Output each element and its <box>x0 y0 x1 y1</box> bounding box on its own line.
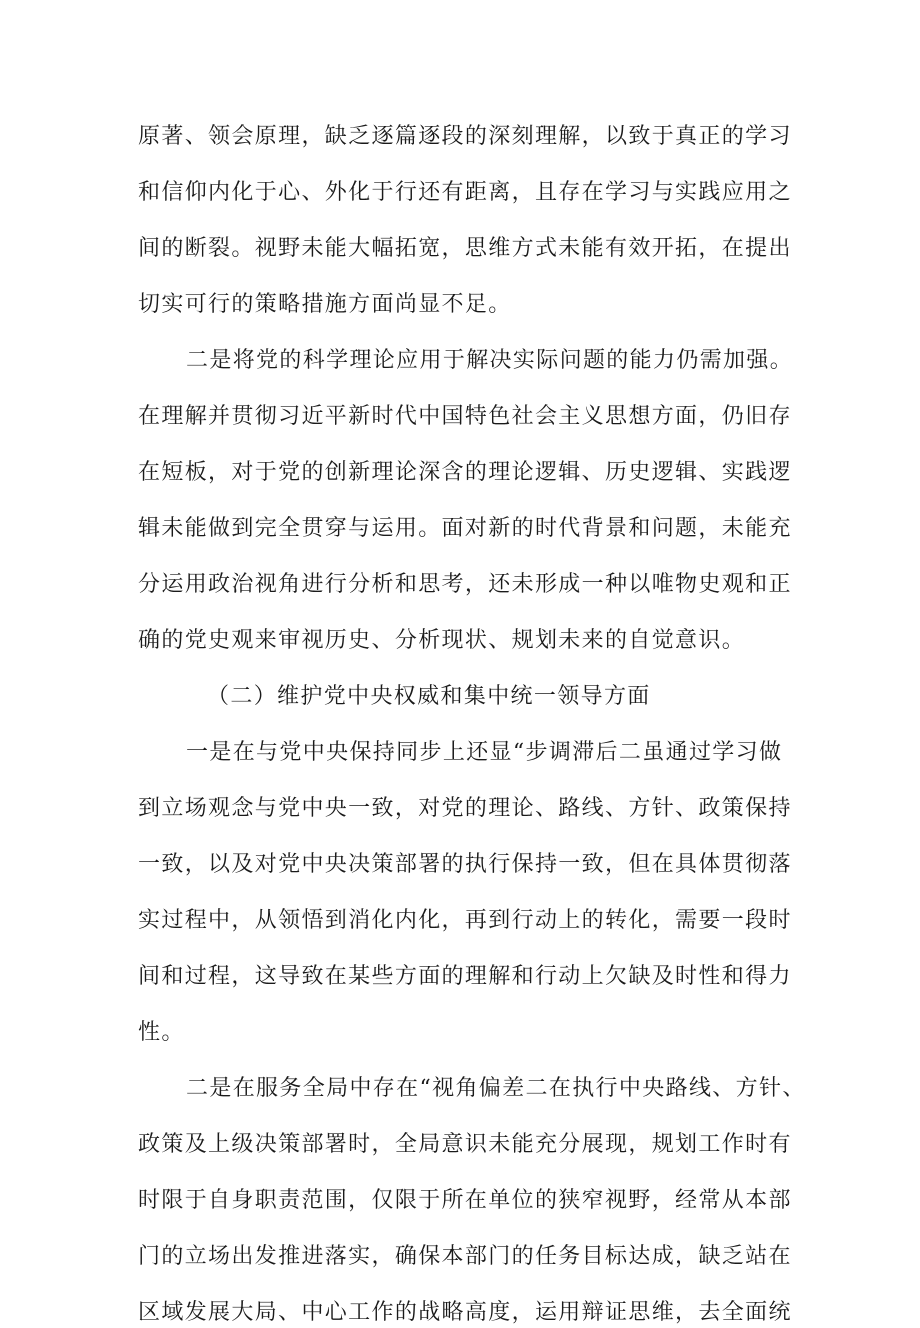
paragraph-first-line: 一是在与党中央保持同步上还显“步调滞后二虽通过学习做 <box>186 740 783 765</box>
text-line: 在理解并贯彻习近平新时代中国特色社会主义思想方面，仍旧存 <box>138 404 792 429</box>
text-line: 性。 <box>138 1020 185 1045</box>
text-line: 到立场观念与党中央一致，对党的理论、路线、方针、政策保持 <box>138 796 792 821</box>
text-line: 门的立场出发推进落实，确保本部门的任务目标达成，缺乏站在 <box>138 1244 792 1269</box>
paragraph-first-line: 二是在服务全局中存在“视角偏差二在执行中央路线、方针、 <box>186 1076 806 1101</box>
text-line: 区域发展大局、中心工作的战略高度，运用辩证思维，去全面统 <box>138 1300 792 1325</box>
text-line: 和信仰内化于心、外化于行还有距离，且存在学习与实践应用之 <box>138 180 792 205</box>
text-line: 辑未能做到完全贯穿与运用。面对新的时代背景和问题，未能充 <box>138 516 792 541</box>
text-line: 政策及上级决策部署时，全局意识未能充分展现，规划工作时有 <box>138 1132 792 1157</box>
text-line: 在短板，对于党的创新理论深含的理论逻辑、历史逻辑、实践逻 <box>138 460 792 485</box>
text-line: 实过程中，从领悟到消化内化，再到行动上的转化，需要一段时 <box>138 908 792 933</box>
section-heading: （二）维护党中央权威和集中统一领导方面 <box>207 684 651 709</box>
text-line: 间的断裂。视野未能大幅拓宽，思维方式未能有效开拓，在提出 <box>138 236 792 261</box>
paragraph-first-line: 二是将党的科学理论应用于解决实际问题的能力仍需加强。 <box>186 348 794 373</box>
text-line: 间和过程，这导致在某些方面的理解和行动上欠缺及时性和得力 <box>138 964 792 989</box>
text-line: 一致，以及对党中央决策部署的执行保持一致，但在具体贯彻落 <box>138 852 792 877</box>
text-line: 切实可行的策略措施方面尚显不足。 <box>138 292 512 317</box>
text-line: 原著、领会原理，缺乏逐篇逐段的深刻理解，以致于真正的学习 <box>138 124 792 149</box>
text-line: 确的党史观来审视历史、分析现状、规划未来的自觉意识。 <box>138 628 746 653</box>
text-line: 分运用政治视角进行分析和思考，还未形成一种以唯物史观和正 <box>138 572 792 597</box>
text-line: 时限于自身职责范围，仅限于所在单位的狭窄视野，经常从本部 <box>138 1188 792 1213</box>
